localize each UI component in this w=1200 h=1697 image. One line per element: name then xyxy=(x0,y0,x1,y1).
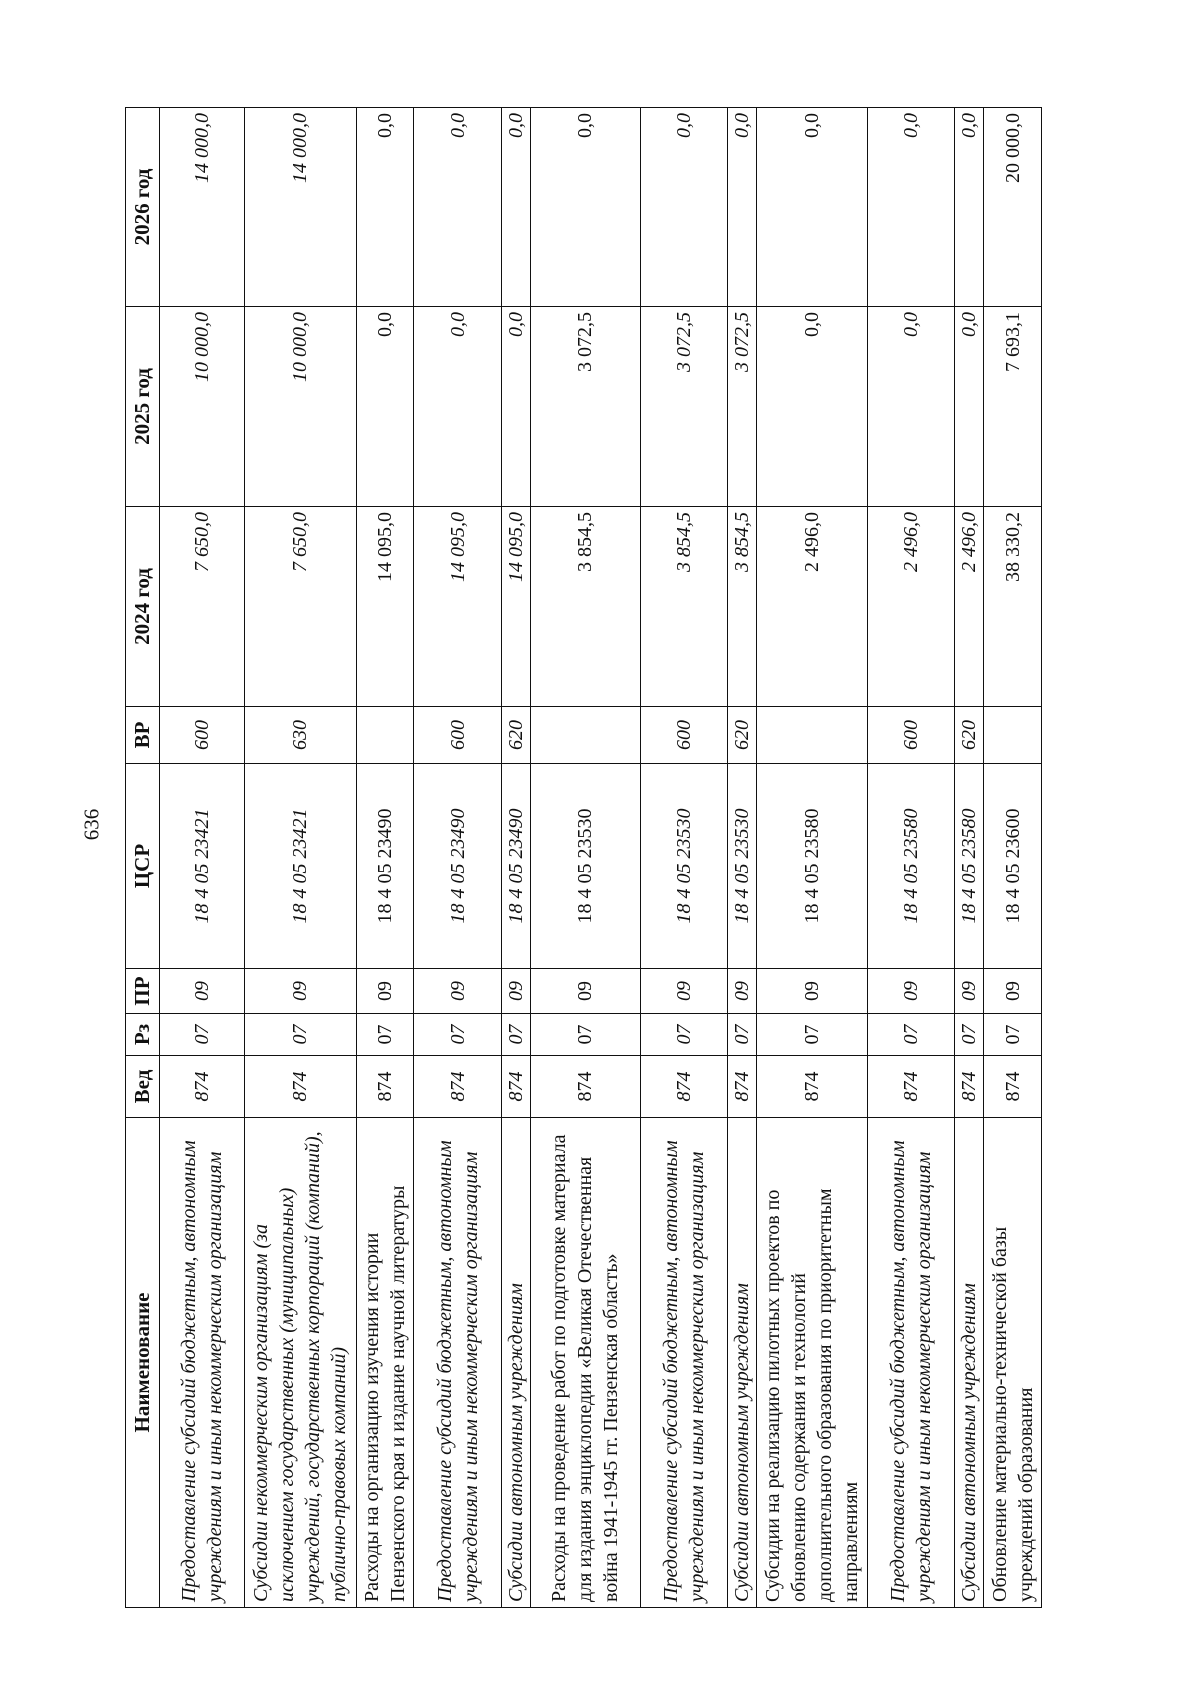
cell-vr: 620 xyxy=(727,707,756,764)
header-vr: ВР xyxy=(126,707,160,764)
cell-2024: 3 854,5 xyxy=(640,507,727,707)
cell-ved: 874 xyxy=(160,1056,245,1118)
cell-2026: 20 000,0 xyxy=(984,108,1042,307)
table-row xyxy=(356,108,414,1608)
table-row xyxy=(414,108,501,1608)
cell-ved: 874 xyxy=(414,1056,501,1118)
cell-rz: 07 xyxy=(356,1014,414,1056)
cell-2024: 38 330,2 xyxy=(984,507,1042,707)
cell-name: Предоставление субсидий бюджетным, автономным учреждениям и иным некоммерческим организациям xyxy=(160,1118,245,1608)
cell-csr: 18 4 05 23530 xyxy=(727,764,756,969)
cell-csr: 18 4 05 23530 xyxy=(640,764,727,969)
cell-rz: 07 xyxy=(640,1014,727,1056)
cell-vr: 600 xyxy=(640,707,727,764)
cell-rz: 07 xyxy=(727,1014,756,1056)
cell-ved: 874 xyxy=(356,1056,414,1118)
cell-vr: 600 xyxy=(867,707,954,764)
cell-vr xyxy=(757,707,868,764)
cell-2024: 3 854,5 xyxy=(727,507,756,707)
header-rz: Рз xyxy=(126,1014,160,1056)
cell-csr: 18 4 05 23490 xyxy=(501,764,530,969)
cell-rz: 07 xyxy=(757,1014,868,1056)
cell-2025: 0,0 xyxy=(414,307,501,507)
rotated-table-area xyxy=(125,108,1042,1608)
cell-2026: 14 000,0 xyxy=(245,108,357,307)
cell-pr: 09 xyxy=(640,969,727,1014)
cell-name: Субсидии некоммерческим организациям (за исключением государственных (муниципальных) учреждений, государственных корпораций (компаний), публично-правовых компаний) xyxy=(245,1118,357,1608)
cell-rz: 07 xyxy=(867,1014,954,1056)
cell-2024: 2 496,0 xyxy=(867,507,954,707)
cell-2025: 0,0 xyxy=(954,307,983,507)
cell-2025: 3 072,5 xyxy=(531,307,640,507)
table-row xyxy=(867,108,954,1608)
cell-vr: 620 xyxy=(954,707,983,764)
cell-2026: 0,0 xyxy=(414,108,501,307)
table-row xyxy=(984,108,1042,1608)
cell-rz: 07 xyxy=(984,1014,1042,1056)
table-row xyxy=(501,108,530,1608)
cell-ved: 874 xyxy=(501,1056,530,1118)
cell-ved: 874 xyxy=(727,1056,756,1118)
cell-ved: 874 xyxy=(640,1056,727,1118)
cell-vr xyxy=(356,707,414,764)
cell-name: Расходы на проведение работ по подготовке материала для издания энциклопедии «Великая Отечественная война 1941-1945 гг. Пензенская область» xyxy=(531,1118,640,1608)
cell-2025: 7 693,1 xyxy=(984,307,1042,507)
budget-table xyxy=(125,107,1042,1608)
cell-name: Субсидии автономным учреждениям xyxy=(501,1118,530,1608)
page-number: 636 xyxy=(79,808,104,841)
cell-pr: 09 xyxy=(954,969,983,1014)
cell-ved: 874 xyxy=(954,1056,983,1118)
cell-rz: 07 xyxy=(954,1014,983,1056)
cell-name: Обновление материально-технической базы учреждений образования xyxy=(984,1118,1042,1608)
cell-2026: 0,0 xyxy=(501,108,530,307)
cell-name: Субсидии автономным учреждениям xyxy=(954,1118,983,1608)
cell-pr: 09 xyxy=(160,969,245,1014)
cell-pr: 09 xyxy=(531,969,640,1014)
cell-2024: 2 496,0 xyxy=(757,507,868,707)
cell-pr: 09 xyxy=(727,969,756,1014)
cell-rz: 07 xyxy=(160,1014,245,1056)
cell-vr: 600 xyxy=(160,707,245,764)
cell-pr: 09 xyxy=(501,969,530,1014)
header-pr: ПР xyxy=(126,969,160,1014)
header-ved: Вед xyxy=(126,1056,160,1118)
cell-2026: 0,0 xyxy=(356,108,414,307)
cell-pr: 09 xyxy=(984,969,1042,1014)
cell-csr: 18 4 05 23580 xyxy=(954,764,983,969)
cell-csr: 18 4 05 23490 xyxy=(356,764,414,969)
table-row xyxy=(727,108,756,1608)
cell-vr: 630 xyxy=(245,707,357,764)
cell-pr: 09 xyxy=(356,969,414,1014)
cell-2024: 14 095,0 xyxy=(414,507,501,707)
cell-2025: 0,0 xyxy=(757,307,868,507)
cell-pr: 09 xyxy=(245,969,357,1014)
cell-2024: 14 095,0 xyxy=(356,507,414,707)
cell-2026: 0,0 xyxy=(867,108,954,307)
cell-2024: 2 496,0 xyxy=(954,507,983,707)
cell-2024: 7 650,0 xyxy=(160,507,245,707)
cell-name: Расходы на организацию изучения истории Пензенского края и издание научной литературы xyxy=(356,1118,414,1608)
cell-rz: 07 xyxy=(245,1014,357,1056)
cell-ved: 874 xyxy=(984,1056,1042,1118)
cell-pr: 09 xyxy=(867,969,954,1014)
cell-csr: 18 4 05 23580 xyxy=(757,764,868,969)
cell-csr: 18 4 05 23421 xyxy=(245,764,357,969)
table-header-row xyxy=(126,108,160,1608)
header-2026: 2026 год xyxy=(126,108,160,307)
cell-ved: 874 xyxy=(867,1056,954,1118)
cell-rz: 07 xyxy=(531,1014,640,1056)
table-body xyxy=(160,108,1042,1608)
cell-2026: 0,0 xyxy=(757,108,868,307)
cell-2025: 10 000,0 xyxy=(245,307,357,507)
cell-rz: 07 xyxy=(414,1014,501,1056)
cell-2025: 0,0 xyxy=(501,307,530,507)
cell-csr: 18 4 05 23600 xyxy=(984,764,1042,969)
table-row xyxy=(531,108,640,1608)
table-row xyxy=(640,108,727,1608)
cell-csr: 18 4 05 23421 xyxy=(160,764,245,969)
cell-rz: 07 xyxy=(501,1014,530,1056)
cell-2025: 3 072,5 xyxy=(640,307,727,507)
cell-csr: 18 4 05 23530 xyxy=(531,764,640,969)
cell-2026: 0,0 xyxy=(727,108,756,307)
cell-pr: 09 xyxy=(757,969,868,1014)
cell-2024: 14 095,0 xyxy=(501,507,530,707)
cell-csr: 18 4 05 23490 xyxy=(414,764,501,969)
cell-csr: 18 4 05 23580 xyxy=(867,764,954,969)
cell-ved: 874 xyxy=(531,1056,640,1118)
cell-2026: 0,0 xyxy=(531,108,640,307)
cell-2026: 0,0 xyxy=(640,108,727,307)
cell-ved: 874 xyxy=(245,1056,357,1118)
cell-2025: 0,0 xyxy=(356,307,414,507)
cell-vr: 620 xyxy=(501,707,530,764)
cell-vr xyxy=(531,707,640,764)
cell-2025: 0,0 xyxy=(867,307,954,507)
cell-name: Предоставление субсидий бюджетным, автономным учреждениям и иным некоммерческим организациям xyxy=(640,1118,727,1608)
cell-2024: 3 854,5 xyxy=(531,507,640,707)
cell-2025: 10 000,0 xyxy=(160,307,245,507)
cell-vr: 600 xyxy=(414,707,501,764)
table-row xyxy=(160,108,245,1608)
table-row xyxy=(245,108,357,1608)
cell-pr: 09 xyxy=(414,969,501,1014)
cell-vr xyxy=(984,707,1042,764)
cell-name: Субсидии на реализацию пилотных проектов по обновлению содержания и технологий дополнительного образования по приоритетным направлениям xyxy=(757,1118,868,1608)
table-row xyxy=(954,108,983,1608)
table-row xyxy=(757,108,868,1608)
cell-2025: 3 072,5 xyxy=(727,307,756,507)
rotated-table-container xyxy=(125,108,1042,1608)
cell-2024: 7 650,0 xyxy=(245,507,357,707)
cell-2026: 0,0 xyxy=(954,108,983,307)
cell-ved: 874 xyxy=(757,1056,868,1118)
header-2025: 2025 год xyxy=(126,307,160,507)
header-2024: 2024 год xyxy=(126,507,160,707)
cell-name: Предоставление субсидий бюджетным, автономным учреждениям и иным некоммерческим организациям xyxy=(867,1118,954,1608)
cell-2026: 14 000,0 xyxy=(160,108,245,307)
cell-name: Предоставление субсидий бюджетным, автономным учреждениям и иным некоммерческим организациям xyxy=(414,1118,501,1608)
header-name: Наименование xyxy=(126,1118,160,1608)
cell-name: Субсидии автономным учреждениям xyxy=(727,1118,756,1608)
header-csr: ЦСР xyxy=(126,764,160,969)
